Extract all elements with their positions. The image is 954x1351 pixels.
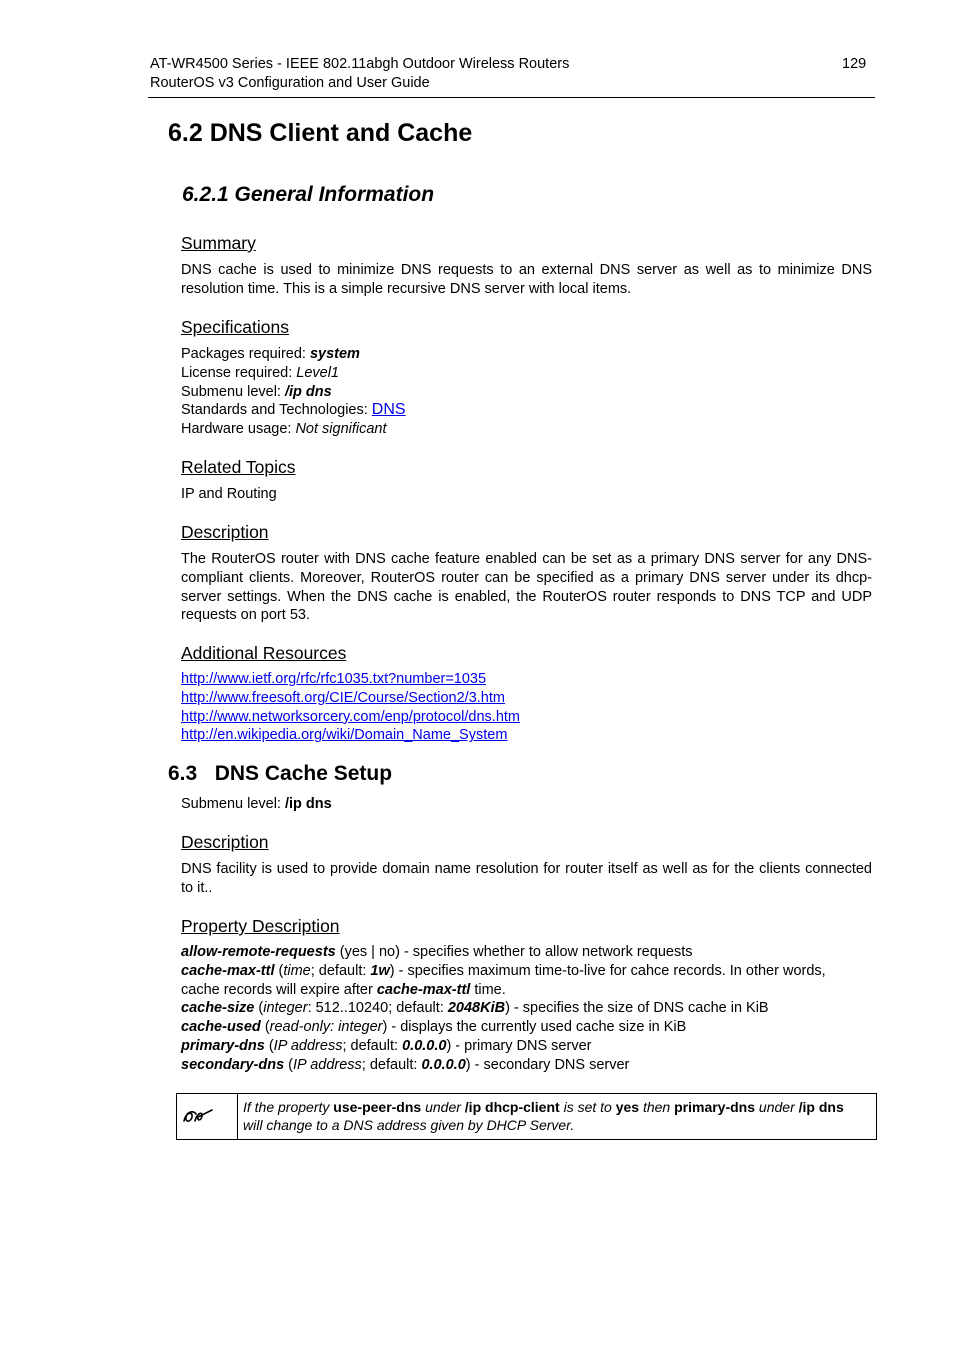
note-box <box>176 1093 877 1140</box>
spec-submenu: Submenu level: /ip dns <box>181 383 332 400</box>
resource-links <box>181 670 520 745</box>
subsection-title: 6.2.1 General Information <box>182 183 435 206</box>
submenu-line: Submenu level: /ip dns <box>181 796 332 812</box>
description-heading: Description <box>181 522 269 542</box>
specifications-heading: Specifications <box>181 317 289 337</box>
note-icon-cell <box>177 1094 238 1139</box>
resource-link[interactable]: http://www.networksorcery.com/enp/protocol/dns.htm <box>181 708 521 725</box>
property-list <box>181 943 826 1075</box>
setup-description-heading: Description <box>181 832 269 852</box>
resource-link[interactable]: http://www.ietf.org/rfc/rfc1035.txt?number=1035 <box>181 671 487 687</box>
dns-link[interactable]: DNS <box>371 401 406 419</box>
property-cache-max-ttl-cont: cache records will expire after cache-max-ttl time. <box>181 981 506 998</box>
property-cache-used: cache-used (read-only: integer) - displays the currently used cache size in KiB <box>181 1019 687 1036</box>
spec-hardware: Hardware usage: Not significant <box>181 421 387 438</box>
summary-text: DNS cache is used to minimize DNS requests to an external DNS server as well as to minimize DNS resolution time. This is a simple recursive DNS server with local items. <box>181 262 872 297</box>
spec-license: License required: Level1 <box>181 364 339 381</box>
header-divider <box>148 97 875 98</box>
related-topics-text: IP and Routing <box>181 486 277 502</box>
pen-icon <box>181 1106 217 1131</box>
page-number: 129 <box>842 56 867 72</box>
description-text: The RouterOS router with DNS cache feature enabled can be set as a primary DNS server for any DNS-compliant clients. Moreover, RouterOS router can be specified as a primary DNS server under its dhcp-server settings. When the DNS cache is enabled, the RouterOS router responds to DNS TCP and UDP requests on port 53. <box>181 551 872 624</box>
note-text: If the property use-peer-dns under /ip dhcp-client is set to yes then primary-dns under /ip dns will change to a DNS address given by DHCP Server. <box>243 1099 844 1133</box>
resource-link[interactable]: http://www.freesoft.org/CIE/Course/Section2/3.htm <box>181 689 505 706</box>
header-title: AT-WR4500 Series - IEEE 802.11abgh Outdoor Wireless Routers <box>150 56 570 72</box>
spec-packages: Packages required: system <box>181 346 360 362</box>
resource-link[interactable]: http://en.wikipedia.org/wiki/Domain_Name_System <box>181 727 508 744</box>
specifications-list <box>181 345 406 439</box>
additional-resources-heading: Additional Resources <box>181 643 347 663</box>
running-header <box>150 55 569 93</box>
section-title: 6.2 DNS Client and Cache <box>168 119 473 147</box>
property-cache-size: cache-size (integer: 512..10240; default: 2048KiB) - specifies the size of DNS cache in KiB <box>181 1000 769 1017</box>
section-title-6-3: 6.3 DNS Cache Setup <box>168 762 393 785</box>
property-secondary-dns: secondary-dns (IP address; default: 0.0.0.0) - secondary DNS server <box>181 1056 630 1073</box>
property-allow-remote-requests: allow-remote-requests (yes | no) - specifies whether to allow network requests <box>181 944 693 960</box>
property-description-heading: Property Description <box>181 916 340 936</box>
spec-standards: Standards and Technologies: DNS <box>181 401 406 419</box>
setup-description-text: DNS facility is used to provide domain name resolution for router itself as well as for the clients connected to it.. <box>181 861 872 896</box>
property-primary-dns: primary-dns (IP address; default: 0.0.0.0) - primary DNS server <box>181 1037 592 1054</box>
property-cache-max-ttl: cache-max-ttl (time; default: 1w) - specifies maximum time-to-live for cahce records. In other words, <box>181 962 826 979</box>
summary-heading: Summary <box>181 233 256 253</box>
header-subtitle: RouterOS v3 Configuration and User Guide <box>150 75 430 91</box>
related-topics-heading: Related Topics <box>181 457 296 477</box>
